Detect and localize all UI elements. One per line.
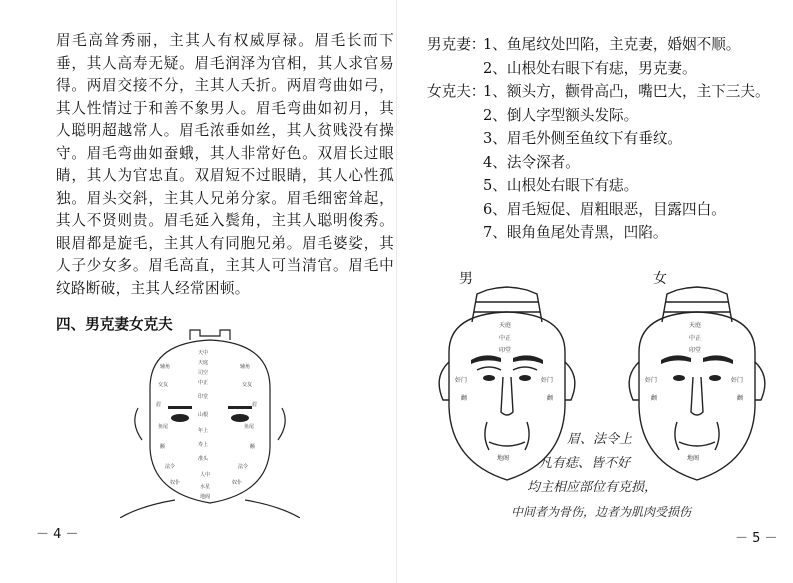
svg-text:司空: 司空 bbox=[198, 370, 209, 376]
svg-text:人中: 人中 bbox=[200, 472, 211, 478]
svg-text:准头: 准头 bbox=[198, 456, 209, 462]
note-line: 均主相应部位有克损， bbox=[527, 480, 658, 495]
left-page bbox=[0, 0, 396, 583]
list-row bbox=[427, 80, 787, 104]
svg-text:天庭: 天庭 bbox=[689, 322, 702, 329]
svg-text:水星: 水星 bbox=[200, 484, 211, 490]
svg-text:颧: 颧 bbox=[651, 395, 658, 402]
list-row bbox=[427, 151, 787, 175]
face-map-diagram bbox=[120, 328, 300, 518]
svg-text:辅角: 辅角 bbox=[160, 364, 171, 370]
list-row bbox=[427, 221, 787, 245]
svg-text:颧: 颧 bbox=[547, 395, 554, 402]
svg-text:地阁: 地阁 bbox=[200, 494, 211, 500]
svg-text:中正: 中正 bbox=[689, 335, 702, 342]
female-group-label: 女克夫： bbox=[427, 83, 486, 100]
svg-text:颧: 颧 bbox=[737, 395, 744, 402]
paragraph-text: 眉毛高耸秀丽，主其人有权威厚禄。眉毛长而下垂，其人高寿无疑。眉毛润泽为官相，其人求官易得。两眉交接不分，主其人夭折。两眉弯曲如弓，其人性情过于和善不象男人。眉毛弯曲如初月，其人聪明超越常人。眉毛浓垂如丝，其人贫贱没有操守。眉毛弯曲如蚕蛾，其人非常好色。双眉长过眼睛，其人为官忠直。双眉短不过眼睛，其人心性孤独。眉头交斜，主其人兄弟分家。眉毛细密耸起，其人不贤则贵。眉毛延入鬓角，主其人聪明俊秀。眼眉都是旋毛，主其人有同胞兄弟。眉毛婆娑，其人子少女多。眉毛高直，主其人可当清官。眉毛中纹路断破，主其人经常困顿。 bbox=[56, 32, 394, 297]
svg-text:眉: 眉 bbox=[252, 402, 258, 408]
list-item: 2、倒人字型额头发际。 bbox=[483, 106, 639, 124]
svg-text:颧: 颧 bbox=[250, 444, 256, 450]
svg-text:法令: 法令 bbox=[165, 464, 176, 470]
svg-text:交友: 交友 bbox=[242, 382, 253, 388]
svg-text:奸门: 奸门 bbox=[541, 377, 554, 384]
svg-text:颧: 颧 bbox=[160, 444, 166, 450]
note-line: 中间者为骨伤，边者为肌肉受损伤 bbox=[511, 505, 692, 519]
svg-text:奸门: 奸门 bbox=[731, 377, 744, 384]
list-row bbox=[427, 57, 787, 81]
svg-text:颧: 颧 bbox=[461, 395, 468, 402]
list-item: 2、山根处右眼下有痣，男克妻。 bbox=[483, 59, 697, 77]
handwritten-note bbox=[511, 428, 777, 524]
note-line: 眉、法令上 bbox=[567, 432, 633, 447]
note-line: 凡有痣、皆不好 bbox=[539, 456, 631, 471]
list-row bbox=[427, 174, 787, 198]
list-item: 6、眉毛短促、眉粗眼恶，目露四白。 bbox=[483, 200, 726, 218]
svg-text:天中: 天中 bbox=[198, 350, 209, 356]
svg-text:地阁: 地阁 bbox=[687, 455, 700, 462]
figure-label-female: 女 bbox=[653, 271, 667, 287]
list-item: 7、眼角鱼尾处青黑，凹陷。 bbox=[483, 224, 668, 241]
svg-text:奸门: 奸门 bbox=[455, 377, 468, 384]
svg-text:交友: 交友 bbox=[158, 382, 169, 388]
figure-label-male: 男 bbox=[459, 271, 473, 287]
list-row bbox=[427, 127, 787, 151]
male-group-label: 男克妻： bbox=[427, 36, 486, 53]
svg-text:寿上: 寿上 bbox=[198, 442, 209, 448]
svg-text:年上: 年上 bbox=[198, 428, 209, 434]
list-item: 5、山根处右眼下有痣。 bbox=[483, 177, 639, 194]
svg-text:奴仆: 奴仆 bbox=[232, 480, 243, 486]
svg-text:奸门: 奸门 bbox=[645, 377, 658, 384]
svg-text:天庭: 天庭 bbox=[499, 322, 512, 329]
svg-text:法令: 法令 bbox=[238, 464, 249, 470]
list-row bbox=[427, 198, 787, 222]
svg-text:鱼尾: 鱼尾 bbox=[244, 424, 255, 430]
svg-text:辅角: 辅角 bbox=[240, 364, 251, 370]
list-row bbox=[427, 33, 787, 57]
page-number-right: － 5 － bbox=[735, 531, 778, 546]
right-page bbox=[397, 0, 793, 583]
svg-text:鱼尾: 鱼尾 bbox=[158, 424, 169, 430]
svg-text:印堂: 印堂 bbox=[689, 347, 702, 354]
svg-text:地阁: 地阁 bbox=[497, 455, 510, 462]
ke-list bbox=[427, 33, 787, 245]
eyebrow-paragraph bbox=[56, 30, 394, 300]
list-item: 1、额头方，颧骨高凸，嘴巴大，主下三夫。 bbox=[483, 83, 770, 100]
list-item: 3、眉毛外侧至鱼纹下有垂纹。 bbox=[483, 130, 683, 147]
svg-text:眉: 眉 bbox=[156, 402, 162, 408]
section-title: 四、男克妻女克夫 bbox=[56, 316, 173, 333]
svg-text:中正: 中正 bbox=[198, 380, 209, 386]
list-row bbox=[427, 104, 787, 128]
svg-text:奴仆: 奴仆 bbox=[170, 480, 181, 486]
list-item: 4、法令深者。 bbox=[483, 153, 580, 171]
svg-text:天庭: 天庭 bbox=[198, 360, 209, 366]
svg-text:印堂: 印堂 bbox=[198, 394, 209, 400]
page-number-left: － 4 － bbox=[36, 527, 79, 542]
svg-text:山根: 山根 bbox=[198, 412, 209, 418]
svg-text:中正: 中正 bbox=[499, 335, 512, 342]
list-item: 1、鱼尾纹处凹陷，主克妻，婚姻不顺。 bbox=[483, 36, 741, 53]
svg-text:印堂: 印堂 bbox=[499, 347, 512, 354]
